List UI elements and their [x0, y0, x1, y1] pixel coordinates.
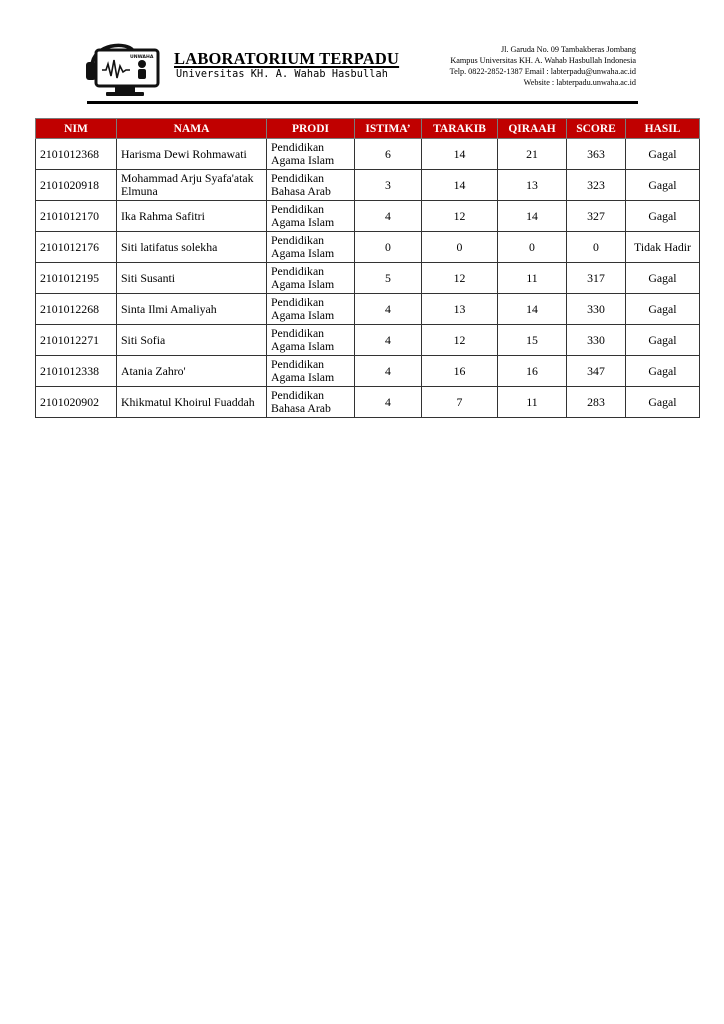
cell-hasil: Tidak Hadir [626, 232, 700, 263]
contact-address: Jl. Garuda No. 09 Tambakberas Jombang [500, 45, 636, 54]
cell-nama: Siti latifatus solekha [117, 232, 267, 263]
cell-qiraah: 14 [498, 294, 567, 325]
contact-website: Website : labterpadu.unwaha.ac.id [523, 78, 636, 87]
cell-nim: 2101012338 [36, 356, 117, 387]
cell-istima: 3 [355, 170, 422, 201]
cell-qiraah: 0 [498, 232, 567, 263]
cell-tarakib: 14 [422, 139, 498, 170]
table-row [36, 232, 700, 263]
cell-istima: 6 [355, 139, 422, 170]
cell-tarakib: 13 [422, 294, 498, 325]
cell-tarakib: 7 [422, 387, 498, 418]
cell-tarakib: 12 [422, 263, 498, 294]
cell-nama: Sinta Ilmi Amaliyah [117, 294, 267, 325]
cell-tarakib: 14 [422, 170, 498, 201]
cell-istima: 4 [355, 294, 422, 325]
header-tarakib: TARAKIB [422, 119, 498, 139]
cell-hasil: Gagal [626, 263, 700, 294]
cell-istima: 0 [355, 232, 422, 263]
table-row [36, 170, 700, 201]
table-header-row [36, 119, 700, 139]
cell-qiraah: 11 [498, 263, 567, 294]
headphones-monitor-logo-icon [84, 36, 164, 98]
cell-score: 317 [567, 263, 626, 294]
cell-prodi: Pendidikan Agama Islam [267, 294, 355, 325]
cell-qiraah: 13 [498, 170, 567, 201]
cell-nim: 2101012368 [36, 139, 117, 170]
svg-text:UNWAHA: UNWAHA [130, 55, 154, 60]
table-row [36, 356, 700, 387]
cell-prodi: Pendidikan Agama Islam [267, 201, 355, 232]
cell-prodi: Pendidikan Agama Islam [267, 232, 355, 263]
cell-score: 363 [567, 139, 626, 170]
cell-tarakib: 16 [422, 356, 498, 387]
header-qiraah: QIRAAH [498, 119, 567, 139]
cell-nim: 2101020918 [36, 170, 117, 201]
cell-nim: 2101020902 [36, 387, 117, 418]
cell-score: 330 [567, 325, 626, 356]
cell-score: 327 [567, 201, 626, 232]
cell-prodi: Pendidikan Agama Islam [267, 139, 355, 170]
cell-hasil: Gagal [626, 139, 700, 170]
cell-nim: 2101012195 [36, 263, 117, 294]
cell-nim: 2101012170 [36, 201, 117, 232]
cell-nama: Siti Susanti [117, 263, 267, 294]
cell-score: 0 [567, 232, 626, 263]
cell-score: 330 [567, 294, 626, 325]
cell-istima: 5 [355, 263, 422, 294]
cell-nim: 2101012271 [36, 325, 117, 356]
cell-hasil: Gagal [626, 294, 700, 325]
table-row [36, 325, 700, 356]
cell-istima: 4 [355, 387, 422, 418]
cell-nama: Harisma Dewi Rohmawati [117, 139, 267, 170]
cell-nim: 2101012268 [36, 294, 117, 325]
cell-score: 323 [567, 170, 626, 201]
header-score: SCORE [567, 119, 626, 139]
header-nama: NAMA [117, 119, 267, 139]
cell-qiraah: 14 [498, 201, 567, 232]
cell-nama: Khikmatul Khoirul Fuaddah [117, 387, 267, 418]
table-row [36, 387, 700, 418]
cell-hasil: Gagal [626, 170, 700, 201]
cell-nama: Ika Rahma Safitri [117, 201, 267, 232]
cell-tarakib: 0 [422, 232, 498, 263]
cell-hasil: Gagal [626, 201, 700, 232]
header-hasil: HASIL [626, 119, 700, 139]
cell-prodi: Pendidikan Agama Islam [267, 325, 355, 356]
letterhead-divider [87, 101, 638, 104]
cell-hasil: Gagal [626, 356, 700, 387]
table-row [36, 294, 700, 325]
letterhead [0, 0, 724, 110]
cell-nama: Mohammad Arju Syafa'atak Elmuna [117, 170, 267, 201]
header-istima: ISTIMA’ [355, 119, 422, 139]
cell-nama: Siti Sofia [117, 325, 267, 356]
cell-istima: 4 [355, 356, 422, 387]
cell-qiraah: 16 [498, 356, 567, 387]
contact-info [450, 44, 636, 88]
contact-campus: Kampus Universitas KH. A. Wahab Hasbullah Indonesia [450, 56, 636, 65]
header-prodi: PRODI [267, 119, 355, 139]
cell-istima: 4 [355, 325, 422, 356]
cell-tarakib: 12 [422, 201, 498, 232]
cell-prodi: Pendidikan Agama Islam [267, 356, 355, 387]
org-name: LABORATORIUM TERPADU [174, 49, 400, 68]
cell-score: 283 [567, 387, 626, 418]
table-row [36, 139, 700, 170]
table-row [36, 263, 700, 294]
cell-prodi: Pendidikan Bahasa Arab [267, 170, 355, 201]
cell-hasil: Gagal [626, 387, 700, 418]
results-table [35, 118, 700, 418]
cell-tarakib: 12 [422, 325, 498, 356]
cell-nim: 2101012176 [36, 232, 117, 263]
cell-istima: 4 [355, 201, 422, 232]
header-nim: NIM [36, 119, 117, 139]
cell-qiraah: 21 [498, 139, 567, 170]
cell-prodi: Pendidikan Agama Islam [267, 263, 355, 294]
org-subtitle: Universitas KH. A. Wahab Hasbullah [176, 69, 388, 80]
contact-phone-email: Telp. 0822-2852-1387 Email : labterpadu@unwaha.ac.id [449, 67, 636, 76]
cell-qiraah: 11 [498, 387, 567, 418]
table-row [36, 201, 700, 232]
cell-nama: Atania Zahro' [117, 356, 267, 387]
cell-hasil: Gagal [626, 325, 700, 356]
cell-qiraah: 15 [498, 325, 567, 356]
cell-score: 347 [567, 356, 626, 387]
cell-prodi: Pendidikan Bahasa Arab [267, 387, 355, 418]
